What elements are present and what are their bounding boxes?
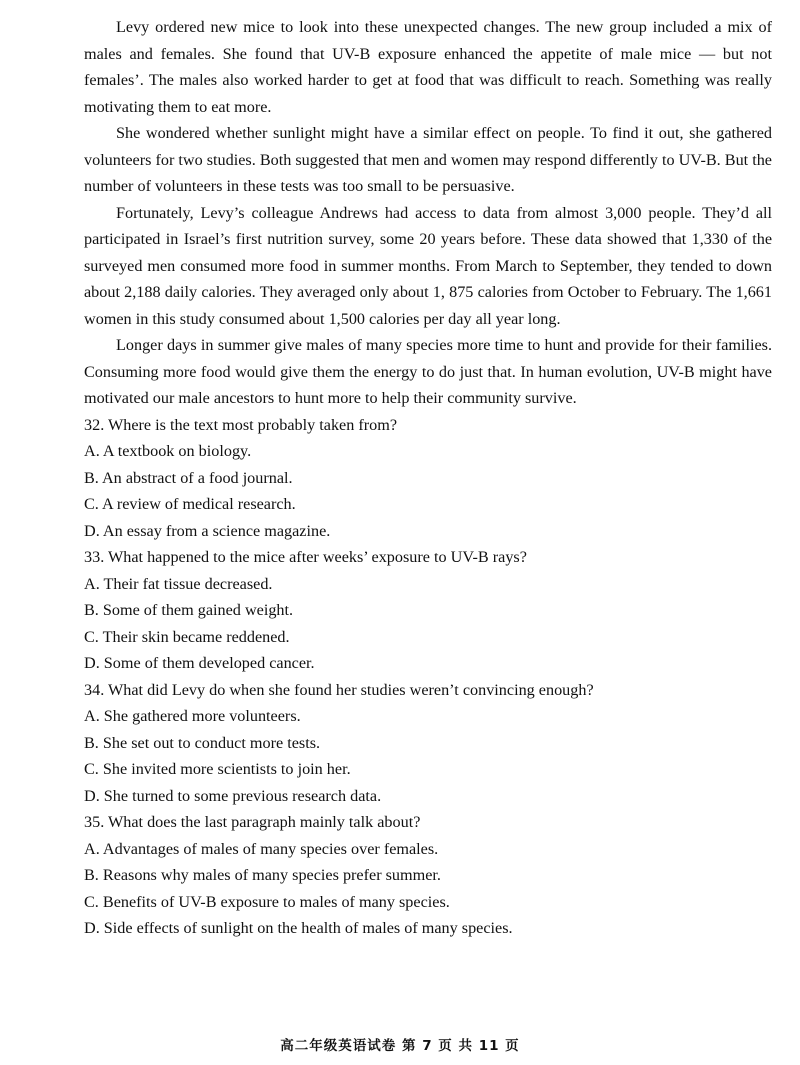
- question-stem: 34. What did Levy do when she found her studies weren’t convincing enough?: [84, 680, 594, 699]
- question-list: [84, 412, 772, 942]
- question-stem: 33. What happened to the mice after weeks’ exposure to UV-B rays?: [84, 548, 527, 566]
- option-a: A. Their fat tissue decreased.: [84, 574, 273, 593]
- option-c: C. Their skin became reddened.: [84, 627, 290, 646]
- option-b: B. An abstract of a food journal.: [84, 468, 293, 487]
- question-stem: 32. Where is the text most probably taken from?: [84, 415, 398, 434]
- option-b: B. She set out to conduct more tests.: [84, 733, 321, 752]
- option-b: B. Some of them gained weight.: [84, 601, 294, 619]
- option-d: D. She turned to some previous research data.: [84, 786, 382, 805]
- option-b: B. Reasons why males of many species prefer summer.: [84, 866, 441, 884]
- question-35: [84, 809, 772, 942]
- option-c: C. She invited more scientists to join her.: [84, 760, 351, 778]
- reading-passage: [84, 14, 772, 412]
- page-footer: 高二年级英语试卷 第 7 页 共 11 页: [280, 1038, 520, 1054]
- question-32: [84, 412, 772, 545]
- passage-paragraph-1: Levy ordered new mice to look into these unexpected changes. The new group included a mix of males and females. She found that UV-B exposure enhanced the appetite of male mice — but not females’. The males also worked harder to get at food that was difficult to reach. Something was really motivating them to eat more.: [84, 18, 772, 116]
- exam-page: [84, 14, 772, 942]
- option-c: C. Benefits of UV-B exposure to males of many species.: [84, 892, 450, 911]
- passage-paragraph-2: She wondered whether sunlight might have a similar effect on people. To find it out, she gathered volunteers for two studies. Both suggested that men and women may respond differently to UV-B. But the number of volunteers in these tests was too small to be persuasive.: [84, 124, 772, 195]
- option-d: D. Side effects of sunlight on the health of males of many species.: [84, 919, 513, 937]
- option-a: A. Advantages of males of many species over females.: [84, 839, 439, 858]
- option-d: D. An essay from a science magazine.: [84, 521, 331, 540]
- passage-paragraph-3: Fortunately, Levy’s colleague Andrews had access to data from almost 3,000 people. They’d all participated in Israel’s first nutrition survey, some 20 years before. These data showed that 1,330 of the surveyed men consumed more food in summer months. From March to September, they tended to down about 2,188 daily calories. They averaged only about 1, 875 calories from October to February. The 1,661 women in this study consumed about 1,500 calories per day all year long.: [84, 203, 772, 328]
- option-d: D. Some of them developed cancer.: [84, 654, 315, 672]
- question-34: [84, 677, 772, 810]
- passage-paragraph-4: Longer days in summer give males of many species more time to hunt and provide for their families. Consuming more food would give them the energy to do just that. In human evolution, UV-B might have motivated our male ancestors to hunt more to help their community survive.: [84, 336, 772, 407]
- option-a: A. She gathered more volunteers.: [84, 707, 301, 725]
- question-stem: 35. What does the last paragraph mainly talk about?: [84, 813, 421, 831]
- option-c: C. A review of medical research.: [84, 495, 296, 513]
- option-a: A. A textbook on biology.: [84, 442, 252, 460]
- question-33: [84, 544, 772, 677]
